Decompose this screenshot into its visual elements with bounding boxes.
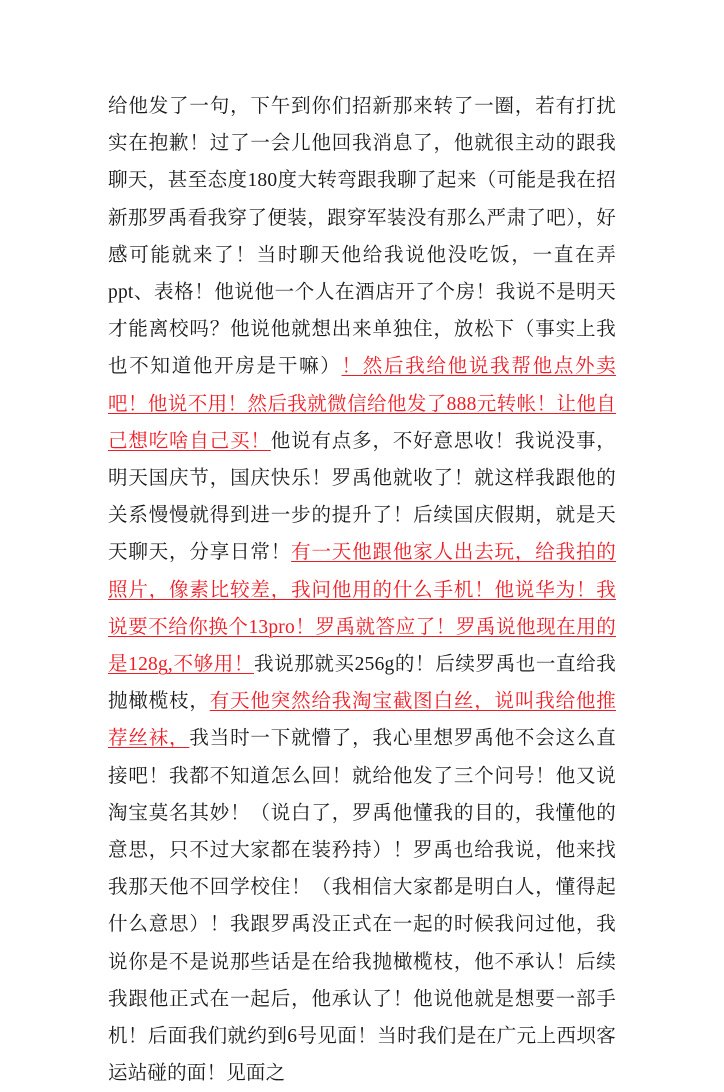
document-body <box>108 88 616 1092</box>
text-segment-6-highlight: 有天他突然给我淘宝截图白丝，说叫我给他推荐丝袜， <box>108 691 616 750</box>
text-segment-1: 给他发了一句，下午到你们招新那来转了一圈，若有打扰实在抱歉！过了一会儿他回我消息了，他就很主动的跟我聊天，甚至态度180度大转弯跟我聊了起来（可能是我在招新那罗禹看我穿了便装，跟穿军装没有那么严肃了吧），好感可能就来了！当时聊天他给我说他没吃饭，一直在弄ppt、表格！他说他一个人在酒店开了个房！我说不是明天才能离校吗？他说他就想出来单独住，放松下（事实上我也不知道他开房是干嘛） <box>108 96 616 378</box>
paragraph <box>108 88 616 1092</box>
text-segment-3: 他说有点多，不好意思收！我说没事，明天国庆节，国庆快乐！罗禹他就收了！就这样我跟他的关系慢慢就得到进一步的提升了！后续国庆假期，就是天天聊天，分享日常！ <box>108 430 616 564</box>
text-segment-4-highlight: 有一天他跟他家人出去玩，给我拍的照片，像素比较差，我问他用的什么手机！他说华为！我说要不给你换个13pro！罗禹就答应了！罗禹说他现在用的是128g,不够用！ <box>108 542 616 676</box>
text-segment-2-highlight: ！然后我给他说我帮他点外卖吧！他说不用！然后我就微信给他发了888元转帐！让他自己想吃啥自己买！ <box>108 356 616 452</box>
text-segment-7: 我当时一下就懵了，我心里想罗禹他不会这么直接吧！我都不知道怎么回！就给他发了三个问号！他又说淘宝莫名其妙！（说白了，罗禹他懂我的目的，我懂他的意思，只不过大家都在装矜持）！罗禹也给我说，他来找我那天他不回学校住！（我相信大家都是明白人，懂得起什么意思）！我跟罗禹没正式在一起的时候我问过他，我说你是不是说那些话是在给我抛橄榄枝，他不承认！后续我跟他正式在一起后，他承认了！他说他就是想要一部手机！后面我们就约到6号见面！当时我们是在广元上西坝客运站碰的面！见面之 <box>108 728 616 1085</box>
text-segment-5: 我说那就买256g的！后续罗禹也一直给我抛橄榄枝， <box>108 654 616 713</box>
